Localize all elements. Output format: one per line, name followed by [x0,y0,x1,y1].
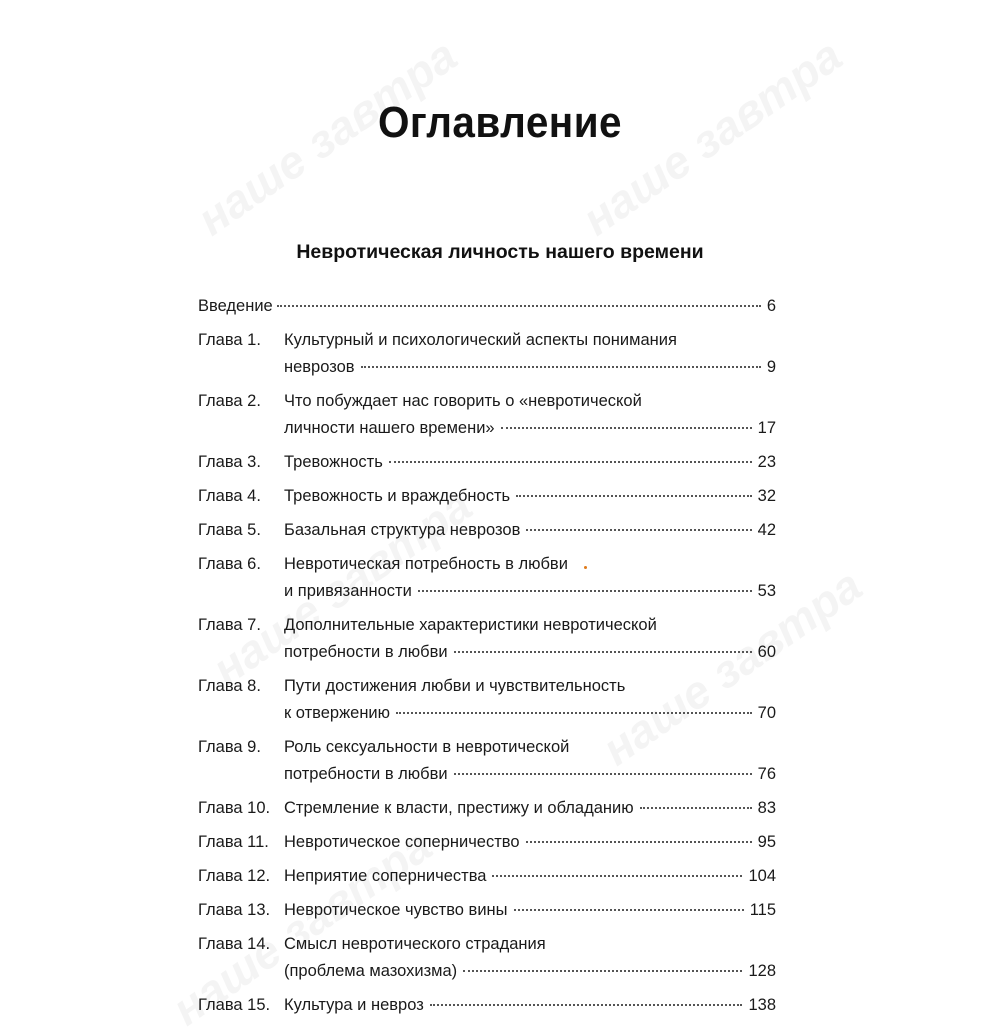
chapter-title-line: Невротическое чувство вины [284,901,508,919]
book-subtitle: Невротическая личность нашего времени [296,241,704,263]
toc-page-number: 23 [757,453,776,471]
chapter-title-line: Смысл невротического страдания [284,935,546,953]
dot-leader [492,875,742,877]
chapter-title-line: Тревожность [284,453,383,471]
toc-page-number: 32 [757,487,776,505]
chapter-label: Глава 13. [198,901,271,919]
chapter-label: Глава 12. [198,867,271,885]
toc-page-number: 53 [757,582,776,600]
chapter-label: Глава 11. [198,833,269,851]
toc-entry-chapter-2[interactable] [198,388,776,442]
toc-page-number: 9 [766,358,776,376]
toc-entry-intro[interactable] [198,293,776,320]
chapter-label: Глава 14. [198,935,271,953]
toc-entry-chapter-5[interactable] [198,517,776,544]
dot-leader [526,529,751,531]
toc-entry-chapter-11[interactable] [198,829,776,856]
chapter-title-line: Тревожность и враждебность [284,487,511,505]
toc-page-number: 42 [757,521,776,539]
chapter-title-line: Пути достижения любви и чувствительность [284,677,626,695]
chapter-label: Глава 1. [198,331,261,349]
toc-entry-chapter-3[interactable] [198,449,776,476]
toc-entry-chapter-13[interactable] [198,897,776,924]
toc-entry-label: Введение [198,297,273,315]
toc-page-number: 6 [766,297,776,315]
dot-leader [463,970,742,972]
chapter-label: Глава 5. [198,521,261,539]
chapter-title-line: потребности в любви [284,643,448,661]
dot-leader [454,651,752,653]
ink-speck [584,566,587,569]
chapter-label: Глава 10. [198,799,271,817]
chapter-title-line: к отвержению [284,704,391,722]
chapter-title-line: Невротическая потребность в любви [284,555,568,573]
dot-leader [277,305,761,307]
dot-leader [526,841,752,843]
toc-entry-chapter-4[interactable] [198,483,776,510]
chapter-title-line: Роль сексуальности в невротической [284,738,570,756]
dot-leader [396,712,752,714]
dot-leader [454,773,752,775]
toc-page-number: 138 [748,996,776,1014]
dot-leader [418,590,752,592]
toc-page-number: 115 [749,901,776,919]
chapter-title-line: Базальная структура неврозов [284,521,521,539]
chapter-label: Глава 9. [198,738,261,756]
toc-page-number: 70 [757,704,776,722]
chapter-title-line: неврозов [284,358,355,376]
chapter-title-line: Стремление к власти, престижу и обладанию [284,799,634,817]
toc-entry-chapter-6[interactable] [198,551,776,605]
chapter-label: Глава 15. [198,996,271,1014]
chapter-title-line: Дополнительные характеристики невротической [284,616,657,634]
chapter-title-line: Культурный и психологический аспекты понимания [284,331,677,349]
toc-entry-chapter-1[interactable] [198,327,776,381]
chapter-title-line: (проблема мазохизма) [284,962,458,980]
chapter-label: Глава 3. [198,453,261,471]
toc-page-number: 83 [757,799,776,817]
toc-entry-chapter-8[interactable] [198,673,776,727]
chapter-label: Глава 8. [198,677,261,695]
toc-entry-chapter-14[interactable] [198,931,776,985]
toc-entry-chapter-10[interactable] [198,795,776,822]
chapter-title-line: Что побуждает нас говорить о «невротической [284,392,642,410]
toc-page-number: 104 [748,867,776,885]
toc-page-number: 17 [757,419,776,437]
dot-leader [361,366,761,368]
toc-page-number: 76 [757,765,776,783]
dot-leader [501,427,752,429]
chapter-title-line: личности нашего времени» [284,419,495,437]
chapter-label: Глава 7. [198,616,261,634]
table-of-contents [198,293,776,1019]
chapter-label: Глава 6. [198,555,261,573]
dot-leader [430,1004,743,1006]
page-title: Оглавление [377,98,623,147]
toc-entry-chapter-9[interactable] [198,734,776,788]
chapter-title-line: Невротическое соперничество [284,833,520,851]
chapter-title-line: и привязанности [284,582,412,600]
dot-leader [389,461,752,463]
toc-page-number: 128 [748,962,776,980]
toc-entry-chapter-12[interactable] [198,863,776,890]
toc-page-number: 60 [757,643,776,661]
chapter-label: Глава 4. [198,487,261,505]
dot-leader [516,495,752,497]
chapter-title-line: потребности в любви [284,765,448,783]
dot-leader [514,909,744,911]
toc-page-number: 95 [757,833,776,851]
chapter-title-line: Неприятие соперничества [284,867,487,885]
chapter-title-line: Культура и невроз [284,996,424,1014]
chapter-label: Глава 2. [198,392,261,410]
dot-leader [640,807,752,809]
toc-entry-chapter-15[interactable] [198,992,776,1019]
toc-entry-chapter-7[interactable] [198,612,776,666]
